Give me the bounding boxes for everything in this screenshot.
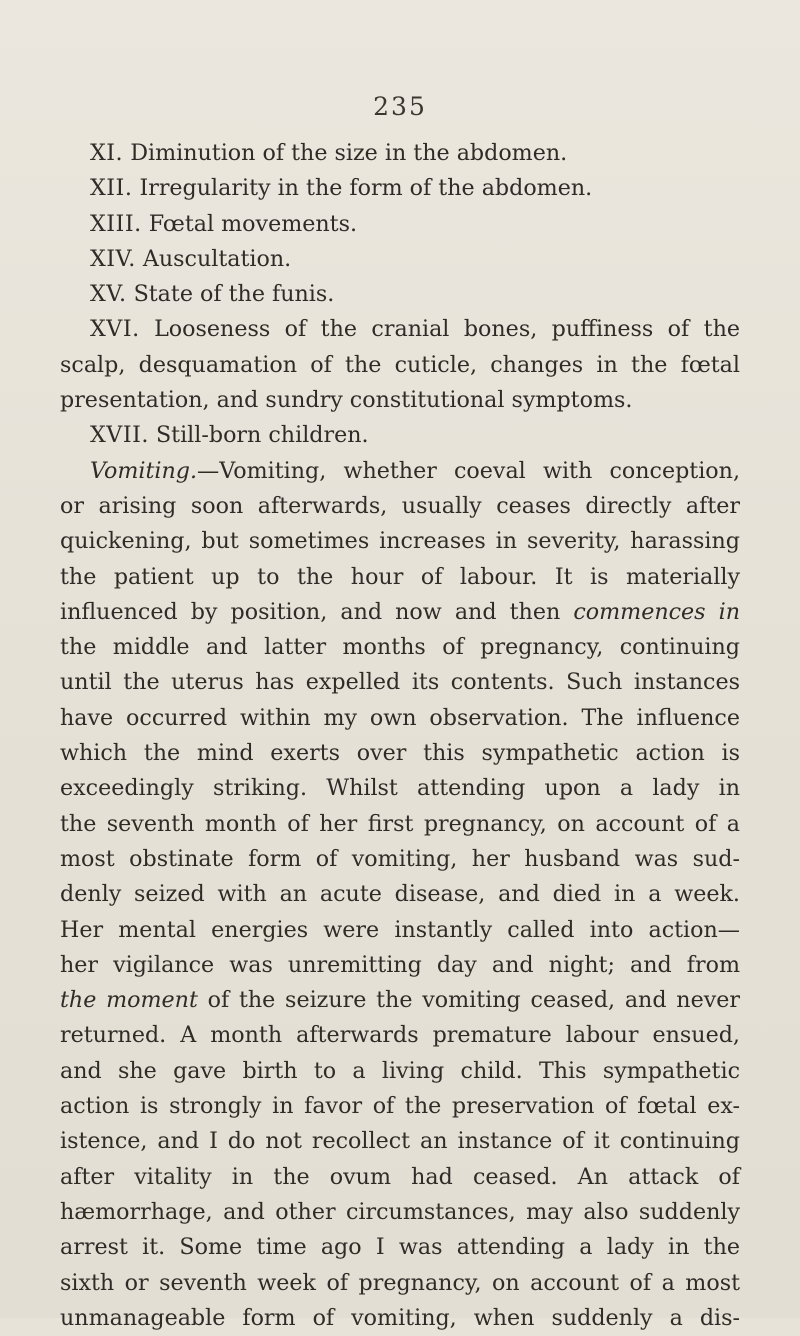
list-item: XIV. Auscultation. bbox=[90, 245, 292, 272]
list-item: XV. State of the funis. bbox=[90, 281, 335, 308]
paragraph-line: istence, and I do not recollect an instance of it continuing bbox=[60, 1128, 740, 1155]
list-item: XII. Irregularity in the form of the abdomen. bbox=[90, 175, 593, 202]
list-item-continuation: presentation, and sundry constitutional symptoms. bbox=[60, 387, 633, 414]
paragraph-line: her vigilance was unremitting day and night; and from bbox=[60, 951, 740, 978]
list-item: XI. Diminution of the size in the abdomen. bbox=[90, 140, 568, 166]
paragraph-line: after vitality in the ovum had ceased. An attack of bbox=[60, 1163, 740, 1190]
paragraph-line: sixth or seventh week of pregnancy, on account of a most bbox=[60, 1269, 740, 1296]
paragraph-line: the moment of the seizure the vomiting ceased, and never bbox=[60, 987, 740, 1014]
page-body bbox=[60, 136, 740, 1336]
section-heading: Vomiting. bbox=[90, 457, 198, 484]
list-item: XIII. Fœtal movements. bbox=[90, 210, 358, 237]
paragraph-line: hæmorrhage, and other circumstances, may also suddenly bbox=[60, 1198, 740, 1225]
paragraph-line: unmanageable form of vomiting, when suddenly a dis- bbox=[60, 1304, 740, 1331]
list-item: XVI. Looseness of the cranial bones, puffiness of the bbox=[90, 316, 740, 343]
paragraph-line: Vomiting.—Vomiting, whether coeval with conception, bbox=[90, 457, 740, 484]
paragraph-line: which the mind exerts over this sympathetic action is bbox=[60, 740, 740, 767]
paragraph-line: or arising soon afterwards, usually ceases directly after bbox=[60, 492, 740, 519]
list-item: XVII. Still-born children. bbox=[90, 422, 369, 449]
paragraph-line: exceedingly striking. Whilst attending upon a lady in bbox=[60, 775, 740, 802]
paragraph-line: most obstinate form of vomiting, her husband was sud- bbox=[60, 845, 740, 872]
paragraph-line: denly seized with an acute disease, and died in a week. bbox=[60, 881, 740, 908]
paragraph-line: until the uterus has expelled its contents. Such instances bbox=[60, 669, 740, 696]
paragraph-line: the seventh month of her first pregnancy, on account of a bbox=[60, 810, 740, 837]
paragraph-line: the middle and latter months of pregnancy, continuing bbox=[60, 634, 740, 661]
paragraph-line: quickening, but sometimes increases in severity, harassing bbox=[60, 528, 740, 555]
paragraph-line: and she gave birth to a living child. This sympathetic bbox=[60, 1057, 740, 1084]
page-number: 235 bbox=[373, 92, 427, 121]
paragraph-line: have occurred within my own observation. The influence bbox=[60, 704, 740, 731]
paragraph-line: influenced by position, and now and then commences in bbox=[60, 598, 741, 625]
list-item-continuation: scalp, desquamation of the cuticle, changes in the fœtal bbox=[60, 351, 740, 378]
paragraph-line: action is strongly in favor of the preservation of fœtal ex- bbox=[60, 1093, 740, 1120]
paragraph-line: returned. A month afterwards premature labour ensued, bbox=[60, 1022, 740, 1049]
paragraph-line: the patient up to the hour of labour. It is materially bbox=[60, 563, 740, 590]
paragraph-line: Her mental energies were instantly called into action— bbox=[60, 916, 740, 943]
paragraph-line: arrest it. Some time ago I was attending a lady in the bbox=[60, 1234, 740, 1261]
